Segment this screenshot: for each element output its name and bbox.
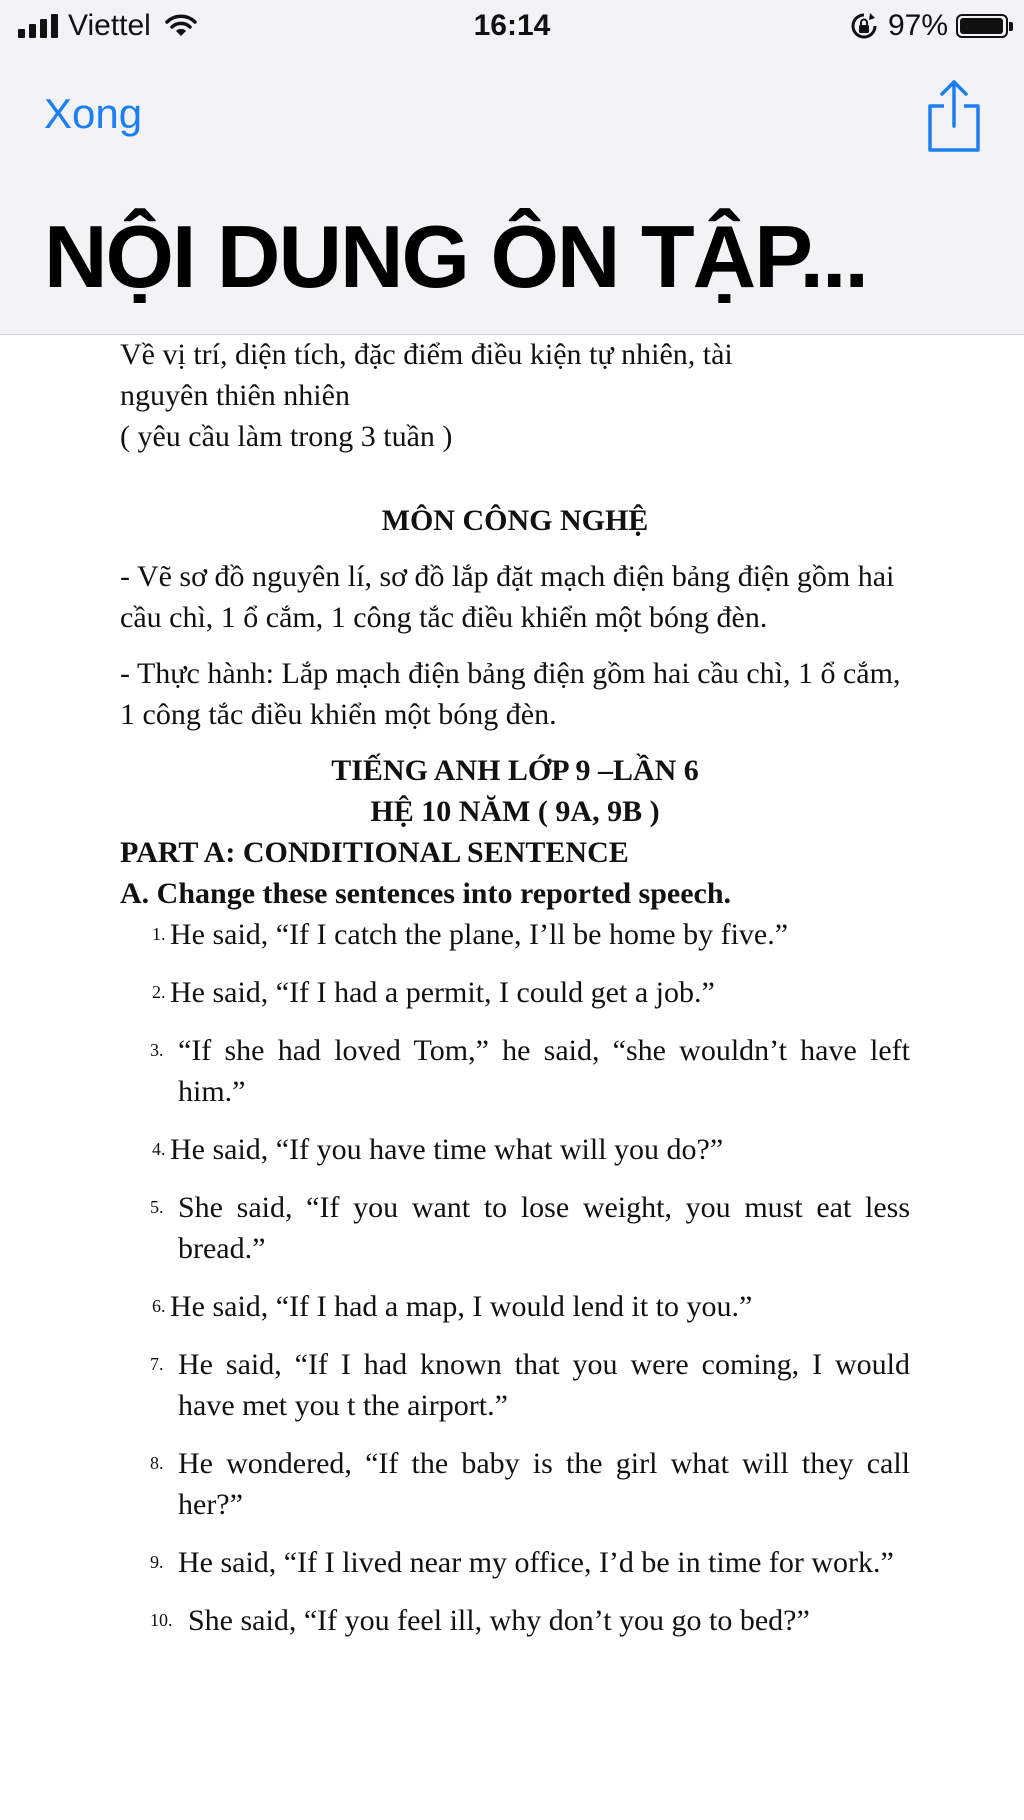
battery-percent: 97% xyxy=(887,9,948,42)
status-right xyxy=(850,9,1008,43)
tech-paragraph-2: - Thực hành: Lắp mạch điện bảng điện gồm hai cầu chì, 1 ổ cắm, 1 công tắc điều khiển một bóng đèn. xyxy=(120,657,901,731)
battery-level xyxy=(960,18,1003,34)
done-button[interactable]: Xong xyxy=(44,90,143,137)
navigation-bar xyxy=(0,56,1024,335)
intro-line: nguyên thiên nhiên xyxy=(120,379,350,412)
intro-line: Về vị trí, diện tích, đặc điểm điều kiện tự nhiên, tài xyxy=(120,338,733,371)
share-icon[interactable] xyxy=(924,78,984,154)
section-a-heading: A. Change these sentences into reported speech. xyxy=(120,877,732,910)
list-item: 6. He said, “If I had a map, I would lend it to you.” xyxy=(152,1290,753,1323)
intro-line: ( yêu cầu làm trong 3 tuần ) xyxy=(120,420,453,453)
list-item: 3. “If she had loved Tom,” he said, “she wouldn’t have left him.” xyxy=(150,1034,910,1108)
english-heading-2: HỆ 10 NĂM ( 9A, 9B ) xyxy=(370,795,660,828)
list-item: 9. He said, “If I lived near my office, I’d be in time for work.” xyxy=(150,1546,894,1579)
battery-icon xyxy=(956,14,1008,38)
carrier-name: Viettel xyxy=(68,9,151,42)
page-title: NỘI DUNG ÔN TẬP... xyxy=(44,207,867,306)
english-heading-1: TIẾNG ANH LỚP 9 –LẦN 6 xyxy=(331,754,699,787)
list-item: 4. He said, “If you have time what will you do?” xyxy=(152,1133,724,1166)
list-item: 2. He said, “If I had a permit, I could get a job.” xyxy=(152,976,715,1009)
status-time: 16:14 xyxy=(473,9,551,42)
list-item: 8. He wondered, “If the baby is the girl what will they call her?” xyxy=(150,1447,910,1521)
status-bar xyxy=(0,0,1024,56)
list-item: 1. He said, “If I catch the plane, I’ll be home by five.” xyxy=(152,918,789,951)
rotation-lock-icon xyxy=(850,12,878,40)
list-item: 7. He said, “If I had known that you were coming, I would have met you t the airport.” xyxy=(150,1348,910,1422)
list-item: 10. She said, “If you feel ill, why don’t you go to bed?” xyxy=(150,1604,810,1637)
document-content xyxy=(120,334,910,1641)
tech-heading: MÔN CÔNG NGHỆ xyxy=(381,504,649,537)
tech-paragraph-1: - Vẽ sơ đồ nguyên lí, sơ đồ lắp đặt mạch điện bảng điện gồm hai cầu chì, 1 ổ cắm, 1 công tắc điều khiển một bóng đèn. xyxy=(120,560,895,634)
part-a-heading: PART A: CONDITIONAL SENTENCE xyxy=(120,836,629,869)
exercise-list xyxy=(120,914,910,1641)
list-item: 5. She said, “If you want to lose weight, you must eat less bread.” xyxy=(150,1191,910,1265)
